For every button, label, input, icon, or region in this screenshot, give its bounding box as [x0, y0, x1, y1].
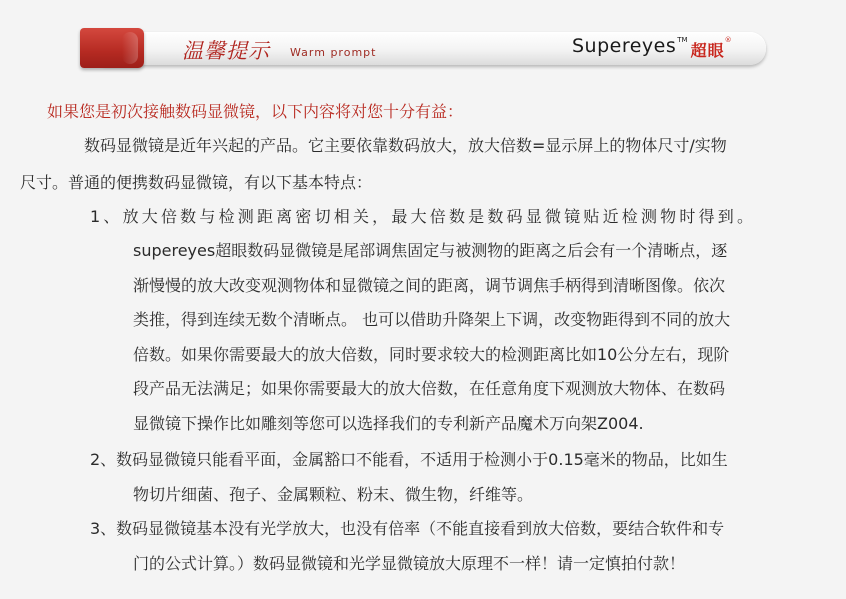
- item1-line4: 类推，得到连续无数个清晰点。 也可以借助升降架上下调，改变物距得到不同的放大: [133, 310, 731, 329]
- item1-line3: 渐慢慢的放大改变观测物体和显微镜之间的距离，调节调焦手柄得到清晰图像。依次: [133, 276, 726, 295]
- header-banner: [80, 28, 766, 68]
- intro-text: 如果您是初次接触数码显微镜，以下内容将对您十分有益：: [47, 102, 464, 121]
- item3-line2: 门的公式计算。）数码显微镜和光学显微镜放大原理不一样！请一定慎拍付款！: [133, 554, 686, 573]
- brand-logo: [572, 35, 732, 61]
- item2-line1: 2、数码显微镜只能看平面，金属豁口不能看，不适用于检测小于0.15毫米的物品，比如生: [90, 450, 728, 469]
- banner-red-tab: [80, 28, 144, 68]
- brand-registered: ®: [724, 36, 732, 44]
- para1-line1: 数码显微镜是近年兴起的产品。它主要依靠数码放大，放大倍数=显示屏上的物体尺寸/实物: [84, 136, 727, 155]
- banner-title-en: Warm prompt: [290, 46, 377, 59]
- item1-line5: 倍数。如果你需要最大的放大倍数，同时要求较大的检测距离比如10公分左右，现阶: [133, 345, 730, 364]
- item3-line1: 3、数码显微镜基本没有光学放大，也没有倍率（不能直接看到放大倍数，要结合软件和专: [90, 519, 725, 538]
- brand-trademark: TM: [677, 36, 688, 44]
- item1-line7: 显微镜下操作比如雕刻等您可以选择我们的专利新产品魔术万向架Z004.: [133, 414, 644, 433]
- brand-name-en: Supereyes: [572, 35, 677, 57]
- para1-line2: 尺寸。普通的便携数码显微镜，有以下基本特点：: [20, 173, 373, 192]
- item1-line6: 段产品无法满足；如果你需要最大的放大倍数，在任意角度下观测放大物体、在数码: [133, 379, 726, 398]
- brand-name-cn: 超眼: [690, 41, 725, 60]
- item1-line2: supereyes超眼数码显微镜是尾部调焦固定与被测物的距离之后会有一个清晰点，逐: [133, 241, 728, 260]
- item2-line2: 物切片细菌、孢子、金属颗粒、粉末、微生物，纤维等。: [133, 485, 534, 504]
- banner-title-cn: 温馨提示: [182, 39, 270, 63]
- item1-line1: 1、放大倍数与检测距离密切相关，最大倍数是数码显微镜贴近检测物时得到。: [90, 207, 757, 226]
